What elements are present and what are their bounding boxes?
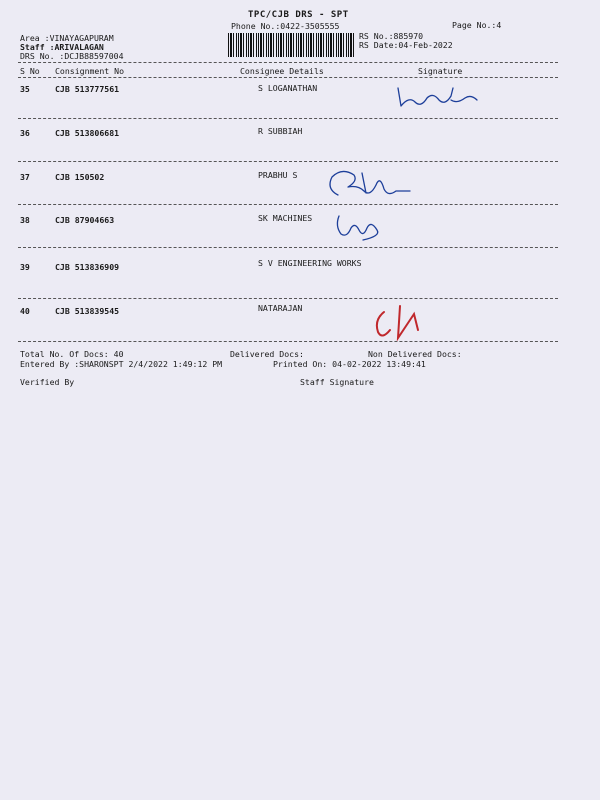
rs-number: RS No.:885970 (359, 31, 424, 41)
row-consignment: CJB 513839545 (55, 306, 120, 316)
divider (18, 62, 558, 63)
row-sno: 38 (20, 215, 30, 225)
col-sno: S No (20, 66, 40, 76)
barcode (228, 33, 354, 57)
svg-text:S.vengateshan: S.vengateshan (406, 248, 489, 273)
divider (18, 204, 558, 205)
divider (18, 298, 558, 299)
row-sno: 40 (20, 306, 30, 316)
signature-handwritten (406, 248, 516, 296)
verified-by: Verified By (20, 377, 75, 387)
row-sno: 36 (20, 128, 30, 138)
signature-scribble (395, 82, 490, 117)
row-consignee: NATARAJAN (258, 303, 303, 313)
col-signature: Signature (418, 66, 463, 76)
signature-handwritten (385, 122, 505, 152)
non-delivered-docs: Non Delivered Docs: (368, 349, 462, 359)
row-consignment: CJB 87904663 (55, 215, 115, 225)
signature-scribble (318, 165, 418, 205)
divider (18, 341, 558, 342)
row-consignee: R SUBBIAH (258, 126, 303, 136)
document-title: TPC/CJB DRS - SPT (248, 10, 349, 20)
row-consignment: CJB 513836909 (55, 262, 120, 272)
drs-number: DRS No. :DCJB88597004 (20, 51, 124, 61)
page-number: Page No.:4 (452, 20, 502, 30)
row-consignment: CJB 513777561 (55, 84, 120, 94)
divider (18, 118, 558, 119)
phone-number: Phone No.:0422-3505555 (231, 21, 340, 31)
col-consignment: Consignment No (55, 66, 125, 76)
printed-on: Printed On: 04-02-2022 13:49:41 (273, 359, 426, 369)
staff-label: Staff :ARIVALAGAN (20, 42, 104, 52)
row-consignee: S V ENGINEERING WORKS (258, 258, 362, 268)
row-consignee: SK MACHINES (258, 213, 313, 223)
total-docs: Total No. Of Docs: 40 (20, 349, 124, 359)
divider (18, 77, 558, 78)
row-sno: 35 (20, 84, 30, 94)
row-sno: 37 (20, 172, 30, 182)
col-consignee: Consignee Details (240, 66, 324, 76)
row-consignment: CJB 513806681 (55, 128, 120, 138)
row-consignee: PRABHU S (258, 170, 298, 180)
delivered-docs: Delivered Docs: (230, 349, 304, 359)
svg-text:9791517819: 9791517819 (414, 270, 486, 293)
row-consignee: S LOGANATHAN (258, 83, 318, 93)
row-sno: 39 (20, 262, 30, 272)
area-label: Area :VINAYAGAPURAM (20, 33, 114, 43)
staff-signature: Staff Signature (300, 377, 374, 387)
row-consignment: CJB 150502 (55, 172, 105, 182)
svg-text:L. Varandharmai: L. Varandharmai (387, 132, 481, 145)
entered-by: Entered By :SHARONSPT 2/4/2022 1:49:12 PM (20, 359, 223, 369)
rs-date: RS Date:04-Feb-2022 (359, 40, 453, 50)
signature-scribble (370, 300, 430, 345)
svg-text:7010127467: 7010127467 (371, 225, 443, 246)
divider (18, 247, 558, 248)
divider (18, 161, 558, 162)
